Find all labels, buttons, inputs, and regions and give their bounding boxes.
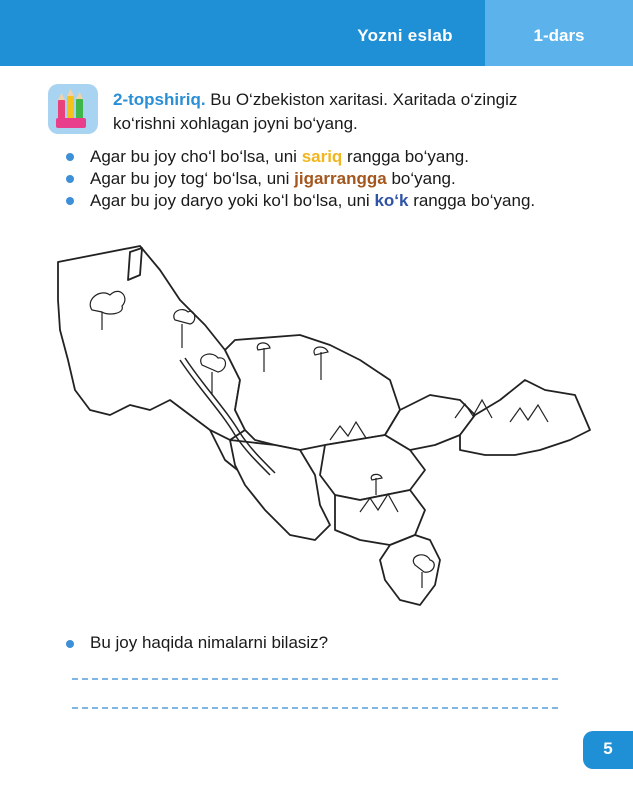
pencils-icon bbox=[48, 84, 98, 134]
task-text: Bu O‘zbekiston xaritasi. Xaritada o‘zingiz ko‘rishni xohlagan joyni bo‘yang. bbox=[113, 90, 518, 133]
bullet-icon bbox=[66, 153, 74, 161]
task-description bbox=[113, 88, 518, 136]
map-region-karakalpakstan bbox=[58, 246, 245, 440]
instruction-text: Agar bu joy daryo yoki ko‘l bo‘lsa, uni bbox=[90, 191, 375, 210]
page-number: 5 bbox=[603, 739, 613, 758]
lesson-label: 1-dars bbox=[533, 26, 585, 45]
instruction-text: rangga bo‘yang. bbox=[408, 191, 536, 210]
section-title: Yozni eslab bbox=[357, 26, 453, 45]
bullet-icon bbox=[66, 640, 74, 648]
instruction-item-mountain bbox=[66, 168, 536, 190]
answer-line-2[interactable] bbox=[72, 707, 558, 709]
instruction-text: Agar bu joy cho‘l bo‘lsa, uni bbox=[90, 147, 302, 166]
bullet-icon bbox=[66, 175, 74, 183]
answer-line-1[interactable] bbox=[72, 678, 558, 680]
map-region-fergana bbox=[460, 380, 590, 455]
map-island bbox=[128, 248, 142, 280]
instruction-text: Agar bu joy tog‘ bo‘lsa, uni bbox=[90, 169, 295, 188]
question-text: Bu joy haqida nimalarni bilasiz? bbox=[90, 633, 329, 652]
instruction-text: rangga bo‘yang. bbox=[342, 147, 469, 166]
color-word-blue: ko‘k bbox=[374, 191, 409, 210]
instruction-list bbox=[66, 146, 536, 212]
uzbekistan-map[interactable] bbox=[30, 240, 605, 615]
map-region-bukhara bbox=[230, 440, 330, 540]
bullet-icon bbox=[66, 197, 74, 205]
map-region-surkhandarya bbox=[380, 535, 440, 605]
instruction-item-water bbox=[66, 190, 536, 212]
instruction-item-desert bbox=[66, 146, 536, 168]
map-region-navoi bbox=[225, 335, 400, 450]
instruction-text: bo‘yang. bbox=[386, 169, 456, 188]
color-word-yellow: sariq bbox=[301, 147, 343, 166]
color-word-brown: jigarrangga bbox=[294, 169, 387, 188]
task-label: 2-topshiriq. bbox=[113, 90, 206, 109]
question bbox=[66, 633, 328, 653]
